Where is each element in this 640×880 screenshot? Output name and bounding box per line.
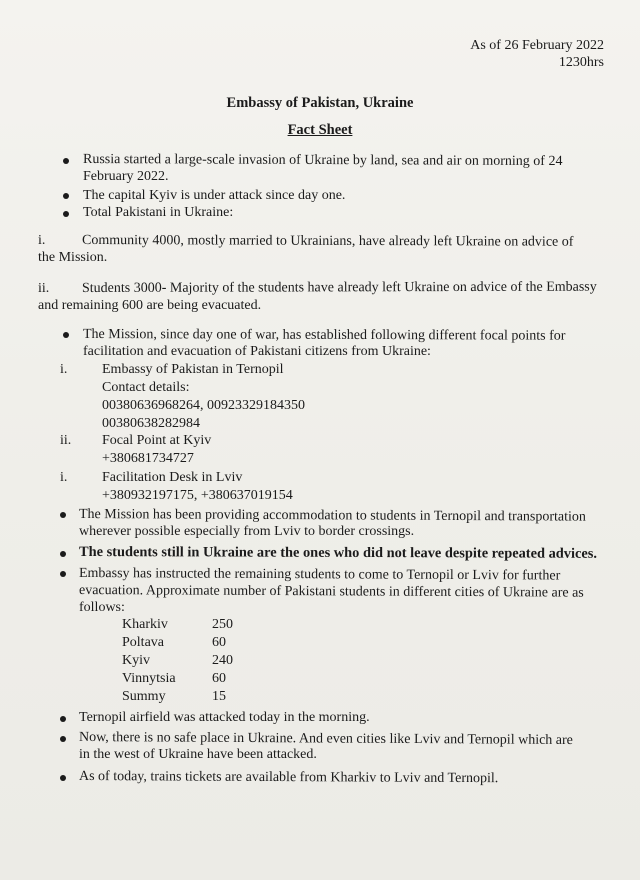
focal-lviv-phones: +380932197175, +380637019154 bbox=[102, 488, 293, 503]
train-tickets: As of today, trains tickets are available from Kharkiv to Lviv and Ternopil. bbox=[78, 769, 499, 787]
focal-ternopil-phones: 00380636968264, 00923329184350 bbox=[102, 398, 305, 413]
bullet-marker bbox=[63, 211, 69, 217]
focal-ternopil-phone2: 00380638282984 bbox=[102, 416, 200, 431]
focal-marker: ii. bbox=[60, 433, 72, 448]
document-title: Embassy of Pakistan, Ukraine bbox=[226, 95, 414, 111]
students-line1: Students 3000- Majority of the students have already left Ukraine on advice of the Embassy bbox=[81, 279, 597, 296]
students-still-ukraine: The students still in Ukraine are the ones who did not leave despite repeated advices. bbox=[78, 544, 597, 562]
focal-ternopil-name: Embassy of Pakistan in Ternopil bbox=[102, 362, 284, 377]
accommodation-line1: The Mission has been providing accommodation to students in Ternopil and transportation bbox=[78, 507, 586, 525]
bullet-kyiv-attack: The capital Kyiv is under attack since day one. bbox=[83, 188, 346, 203]
city-count: 60 bbox=[212, 671, 226, 686]
no-safe-place-line1: Now, there is no safe place in Ukraine. And even cities like Lviv and Ternopil which are bbox=[78, 730, 573, 749]
roman-marker: ii. bbox=[38, 281, 50, 296]
no-safe-place-line2: in the west of Ukraine have been attacked. bbox=[79, 747, 317, 762]
accommodation-line2: wherever possible especially from Lviv to border crossings. bbox=[79, 524, 415, 539]
city-count: 250 bbox=[212, 617, 233, 632]
instructed-line2: evacuation. Approximate number of Pakistani students in different cities of Ukraine are as bbox=[78, 583, 584, 601]
community-line2: the Mission. bbox=[38, 250, 108, 265]
bullet-marker bbox=[60, 551, 66, 557]
city-name: Summy bbox=[122, 689, 166, 704]
focal-kyiv-phone: +380681734727 bbox=[102, 451, 194, 466]
students-line2: and remaining 600 are being evacuated. bbox=[38, 298, 262, 313]
community-line1: Community 4000, mostly married to Ukrainians, have already left Ukraine on advice of bbox=[81, 233, 574, 250]
bullet-marker bbox=[60, 512, 66, 518]
city-name: Poltava bbox=[122, 635, 164, 650]
bullet-marker bbox=[63, 158, 69, 164]
mission-line2: facilitation and evacuation of Pakistani citizens from Ukraine: bbox=[83, 344, 431, 359]
focal-marker: i. bbox=[60, 362, 68, 377]
as-of-date: As of 26 February 2022 bbox=[470, 38, 604, 53]
date-block bbox=[470, 37, 604, 71]
city-count: 240 bbox=[212, 653, 233, 668]
report-time: 1230hrs bbox=[558, 55, 604, 70]
bullet-marker bbox=[60, 775, 66, 781]
bullet-marker bbox=[60, 736, 66, 742]
instructed-line3: follows: bbox=[79, 600, 125, 615]
bullet-marker bbox=[60, 571, 66, 577]
focal-lviv-name: Facilitation Desk in Lviv bbox=[102, 470, 243, 485]
roman-marker: i. bbox=[38, 233, 46, 248]
city-name: Vinnytsia bbox=[122, 671, 176, 686]
bullet-marker bbox=[63, 193, 69, 199]
mission-line1: The Mission, since day one of war, has established following different focal points for bbox=[82, 327, 566, 344]
focal-marker: i. bbox=[60, 470, 68, 485]
instructed-line1: Embassy has instructed the remaining students to come to Ternopil or Lviv for further bbox=[78, 566, 561, 584]
city-name: Kharkiv bbox=[122, 617, 168, 632]
bullet-marker bbox=[60, 716, 66, 722]
bullet-total-pakistani: Total Pakistani in Ukraine: bbox=[83, 205, 234, 220]
bullet-invasion-line2: February 2022. bbox=[83, 169, 169, 184]
city-name: Kyiv bbox=[122, 653, 150, 668]
bullet-invasion-line1: Russia started a large-scale invasion of Ukraine by land, sea and air on morning of 24 bbox=[82, 152, 563, 170]
airfield-attacked: Ternopil airfield was attacked today in the morning. bbox=[79, 710, 370, 725]
city-count: 60 bbox=[212, 635, 226, 650]
bullet-marker bbox=[63, 332, 69, 338]
document-subtitle: Fact Sheet bbox=[287, 122, 353, 138]
city-count: 15 bbox=[212, 689, 226, 704]
focal-kyiv-name: Focal Point at Kyiv bbox=[102, 433, 212, 448]
focal-ternopil-contact-label: Contact details: bbox=[102, 380, 190, 395]
